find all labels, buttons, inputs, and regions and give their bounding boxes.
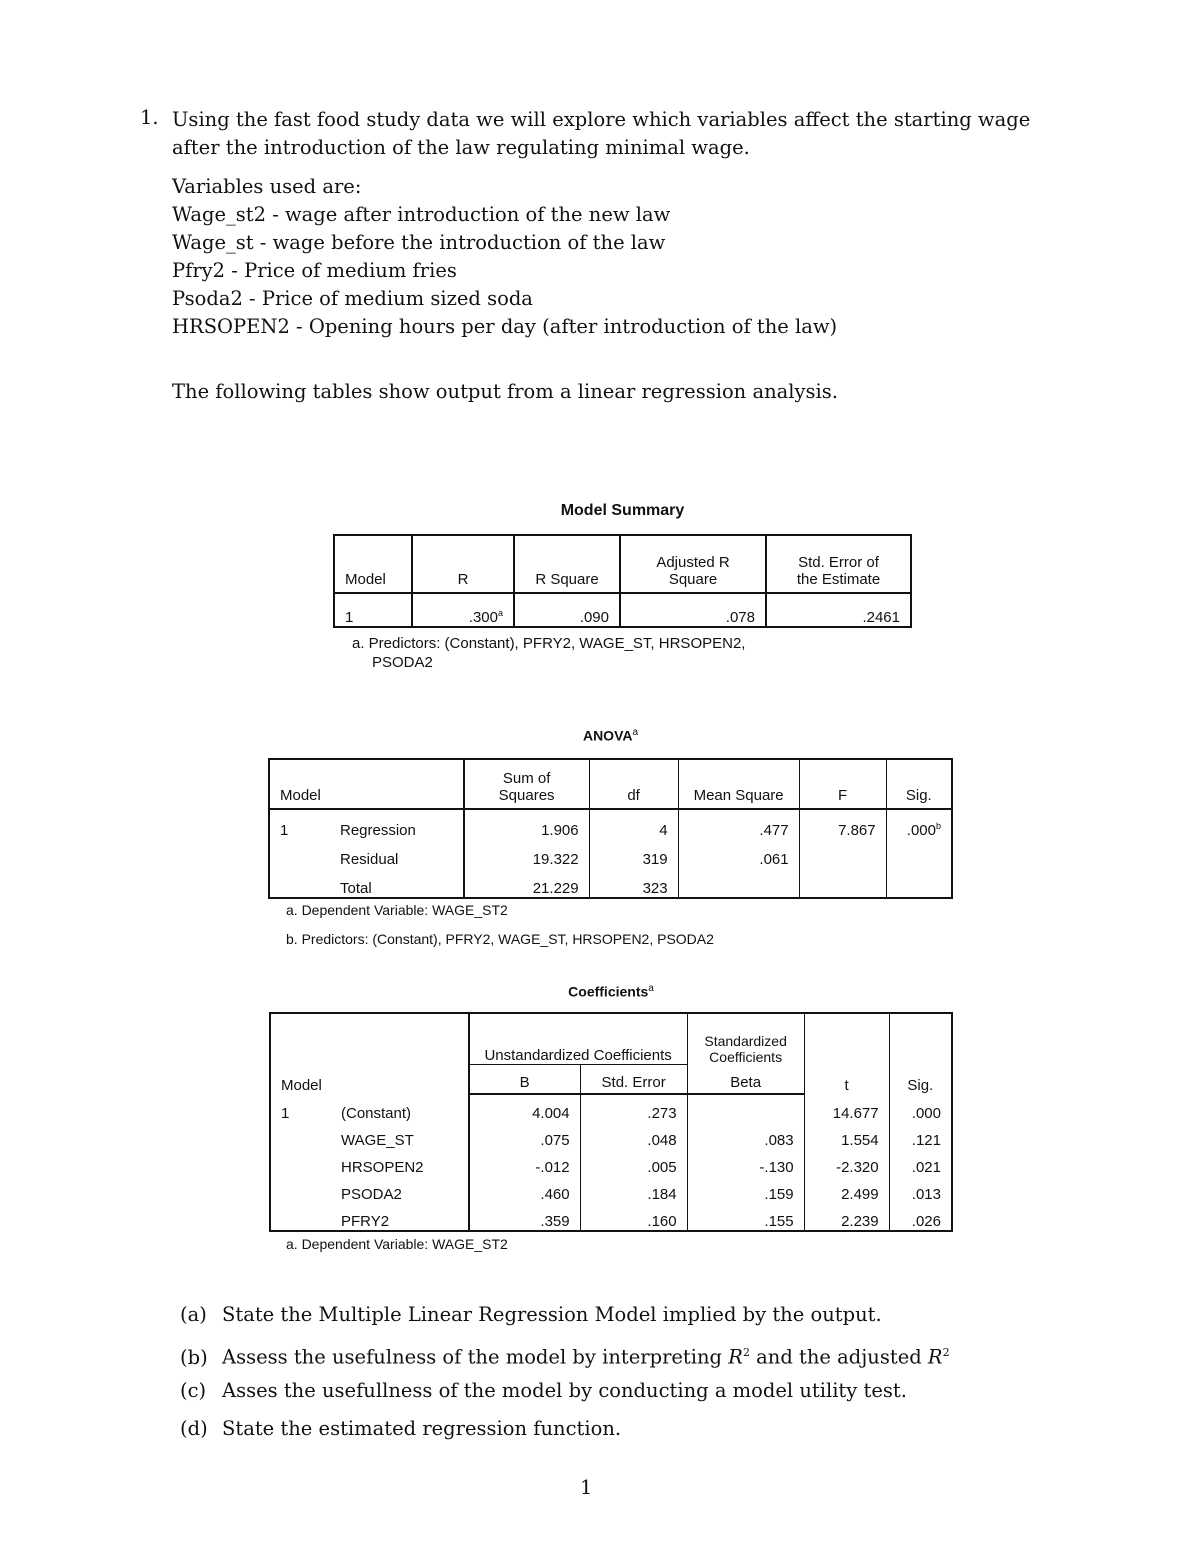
anova-row-label: Residual — [340, 851, 399, 868]
coef-se: .273 — [580, 1094, 687, 1122]
table-row — [270, 1203, 952, 1231]
part-label: (a) — [180, 1303, 207, 1326]
coef-sig: .021 — [889, 1149, 952, 1176]
coef-beta: .155 — [687, 1203, 804, 1231]
model-summary-title: Model Summary — [560, 502, 685, 519]
anova-df: 4 — [589, 809, 678, 839]
coef-se: .005 — [580, 1149, 687, 1176]
coef-header-b: B — [469, 1065, 581, 1095]
anova-header-f: F — [799, 759, 886, 809]
list-item — [180, 1301, 950, 1339]
coef-b: .359 — [469, 1203, 581, 1231]
anova-ss: 1.906 — [464, 809, 590, 839]
header-adjusted-r-square: Adjusted R Square — [620, 535, 766, 593]
anova-ms: .061 — [678, 839, 799, 868]
coef-beta — [687, 1094, 804, 1122]
cell-r-square: .090 — [514, 593, 620, 627]
coefficients-footnote: a. Dependent Variable: WAGE_ST2 — [286, 1236, 508, 1252]
anova-ss: 21.229 — [464, 868, 590, 898]
coef-model-number: 1 — [281, 1105, 290, 1122]
variables-list — [172, 201, 837, 341]
variable-item: Pfry2 - Price of medium fries — [172, 259, 457, 282]
variable-item: Wage_st2 - wage after introduction of the new law — [172, 203, 671, 226]
anova-header-model: Model — [269, 759, 464, 809]
header-r: R — [412, 535, 514, 593]
cell-model: 1 — [345, 609, 354, 626]
coef-se: .184 — [580, 1176, 687, 1203]
question-parts — [180, 1301, 950, 1453]
coef-b: .075 — [469, 1122, 581, 1149]
header-r-square: R Square — [514, 535, 620, 593]
anova-model-number: 1 — [280, 822, 289, 839]
anova-footnote-a: a. Dependent Variable: WAGE_ST2 — [286, 902, 508, 918]
variable-item: Wage_st - wage before the introduction of the law — [172, 231, 666, 254]
coef-header-unstandardized: Unstandardized Coefficients — [469, 1013, 688, 1065]
part-text: Assess the usefulness of the model by interpreting — [222, 1345, 723, 1369]
coef-t: 14.677 — [804, 1094, 889, 1122]
anova-ms: .477 — [678, 809, 799, 839]
coef-t: -2.320 — [804, 1149, 889, 1176]
table-row — [269, 839, 952, 868]
coef-row-label: (Constant) — [341, 1105, 412, 1122]
part-label: (b) — [180, 1345, 208, 1369]
anova-header-sig: Sig. — [886, 759, 952, 809]
table-row — [270, 1094, 952, 1122]
coef-beta: .159 — [687, 1176, 804, 1203]
anova-row-label: Total — [340, 880, 372, 897]
cell-std-error: .2461 — [766, 593, 911, 627]
coef-row-label: PSODA2 — [341, 1186, 402, 1203]
coef-t: 2.499 — [804, 1176, 889, 1203]
part-text: State the estimated regression function. — [222, 1417, 622, 1440]
variable-item: Psoda2 - Price of medium sized soda — [172, 287, 533, 310]
coef-t: 1.554 — [804, 1122, 889, 1149]
anova-header-df: df — [589, 759, 678, 809]
anova-header-mean-square: Mean Square — [678, 759, 799, 809]
anova-header-sum-of-squares: Sum of Squares — [464, 759, 590, 809]
list-item — [180, 1415, 950, 1453]
table-row — [269, 809, 952, 839]
coef-beta: -.130 — [687, 1149, 804, 1176]
coef-sig: .000 — [889, 1094, 952, 1122]
coef-row-label: PFRY2 — [341, 1213, 390, 1230]
coef-row-label: HRSOPEN2 — [341, 1159, 424, 1176]
anova-f: 7.867 — [799, 809, 886, 839]
question-intro: Using the fast food study data we will explore which variables affect the starting wage after the introduction of the law regulating minimal wage. — [172, 108, 1031, 159]
part-text: Asses the usefullness of the model by conducting a model utility test. — [222, 1379, 907, 1402]
coef-header-beta: Beta — [687, 1065, 804, 1095]
part-text: State the Multiple Linear Regression Model implied by the output. — [222, 1303, 882, 1326]
coef-sig: .013 — [889, 1176, 952, 1203]
coef-header-t: t — [804, 1013, 889, 1094]
header-std-error: Std. Error of the Estimate — [766, 535, 911, 593]
list-item: (b) Assess the usefulness of the model by interpreting $R^2$ and the adjusted $R^2$ — [180, 1339, 950, 1377]
tables-lead: The following tables show output from a linear regression analysis. — [172, 380, 838, 403]
anova-table — [268, 758, 953, 899]
coef-sig: .026 — [889, 1203, 952, 1231]
coef-se: .048 — [580, 1122, 687, 1149]
coef-b: 4.004 — [469, 1094, 581, 1122]
model-summary-footnote: a. Predictors: (Constant), PFRY2, WAGE_ST, HRSOPEN2, PSODA2 — [352, 635, 746, 671]
part-label: (c) — [180, 1379, 207, 1402]
anova-footnote-b: b. Predictors: (Constant), PFRY2, WAGE_ST, HRSOPEN2, PSODA2 — [286, 931, 714, 947]
table-row — [269, 868, 952, 898]
coef-se: .160 — [580, 1203, 687, 1231]
coefficients-table — [269, 1012, 953, 1232]
coefficients-title: Coefficients$^a$ — [568, 983, 654, 1000]
math-r: R — [728, 1345, 743, 1369]
coef-beta: .083 — [687, 1122, 804, 1149]
coef-b: .460 — [469, 1176, 581, 1203]
anova-ss: 19.322 — [464, 839, 590, 868]
cell-adj-r-square: .078 — [620, 593, 766, 627]
page-number: 1 — [580, 1476, 593, 1499]
list-item — [180, 1377, 950, 1415]
part-label: (d) — [180, 1417, 208, 1440]
table-row — [270, 1176, 952, 1203]
coef-header-std-error: Std. Error — [580, 1065, 687, 1095]
anova-row-label: Regression — [340, 822, 416, 839]
anova-df: 323 — [589, 868, 678, 898]
anova-sig: .000$^b$ — [886, 809, 952, 839]
coef-header-standardized: Standardized Coefficients — [687, 1013, 804, 1065]
question-number: 1. — [140, 106, 159, 129]
variable-item: HRSOPEN2 - Opening hours per day (after introduction of the law) — [172, 315, 838, 338]
coef-b: -.012 — [469, 1149, 581, 1176]
header-model: Model — [334, 535, 412, 593]
cell-r: .300$^a$ — [412, 593, 514, 627]
coef-sig: .121 — [889, 1122, 952, 1149]
anova-df: 319 — [589, 839, 678, 868]
anova-title: ANOVA$^a$ — [582, 727, 639, 744]
variables-heading: Variables used are: — [172, 175, 362, 198]
coef-t: 2.239 — [804, 1203, 889, 1231]
table-row — [270, 1122, 952, 1149]
model-summary-table — [333, 534, 912, 628]
coef-header-sig: Sig. — [889, 1013, 952, 1094]
coef-header-model: Model — [281, 1077, 322, 1094]
math-r: R — [927, 1345, 943, 1369]
coef-row-label: WAGE_ST — [341, 1132, 414, 1149]
table-row — [270, 1149, 952, 1176]
